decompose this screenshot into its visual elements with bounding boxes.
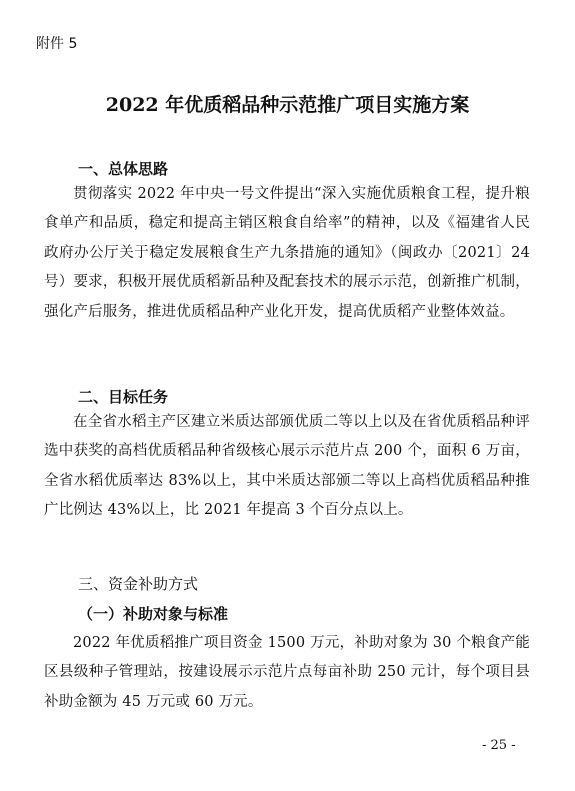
subsection-heading-subsidy: （一）补助对象与标准 [78,605,229,623]
section-heading-funding: 三、资金补助方式 [78,575,199,593]
document-title: 2022 年优质稻品种示范推广项目实施方案 [105,94,470,116]
attachment-label: 附件 5 [36,36,78,52]
section-paragraph-goals: 在全省水稻主产区建立米质达部颁优质二等以上以及在省优质稻品种评选中获奖的高档优质稻品种省级核心展示示范片点 200 个，面积 6 万亩，全省水稻优质率达 83%以上，其中米质达部颁二等以上高档优质稻品种推广比例达 43%以上，比 2021 年提高 3 个百分点以上。 [44,414,530,519]
section-heading-goals: 二、目标任务 [78,388,169,406]
section-heading-overall-approach: 一、总体思路 [78,160,169,178]
page-number: - 25 - [482,738,516,753]
section-paragraph-subsidy: 2022 年优质稻推广项目资金 1500 万元，补助对象为 30 个粮食产能区县级种子管理站，按建设展示示范片点每亩补助 250 元计，每个项目县补助金额为 45 万元或 60 万元。 [44,635,530,710]
section-paragraph-overall-approach: 贯彻落实 2022 年中央一号文件提出“深入实施优质粮食工程，提升粮食单产和品质，稳定和提高主销区粮食自给率”的精神，以及《福建省人民政府办公厅关于稳定发展粮食生产九条措施的通知》（闽政办〔2021〕24 号）要求，积极开展优质稻新品种及配套技术的展示示范，创新推广机制，强化产后服务，推进优质稻品种产业化开发，提高优质稻产业整体效益。 [44,186,530,320]
